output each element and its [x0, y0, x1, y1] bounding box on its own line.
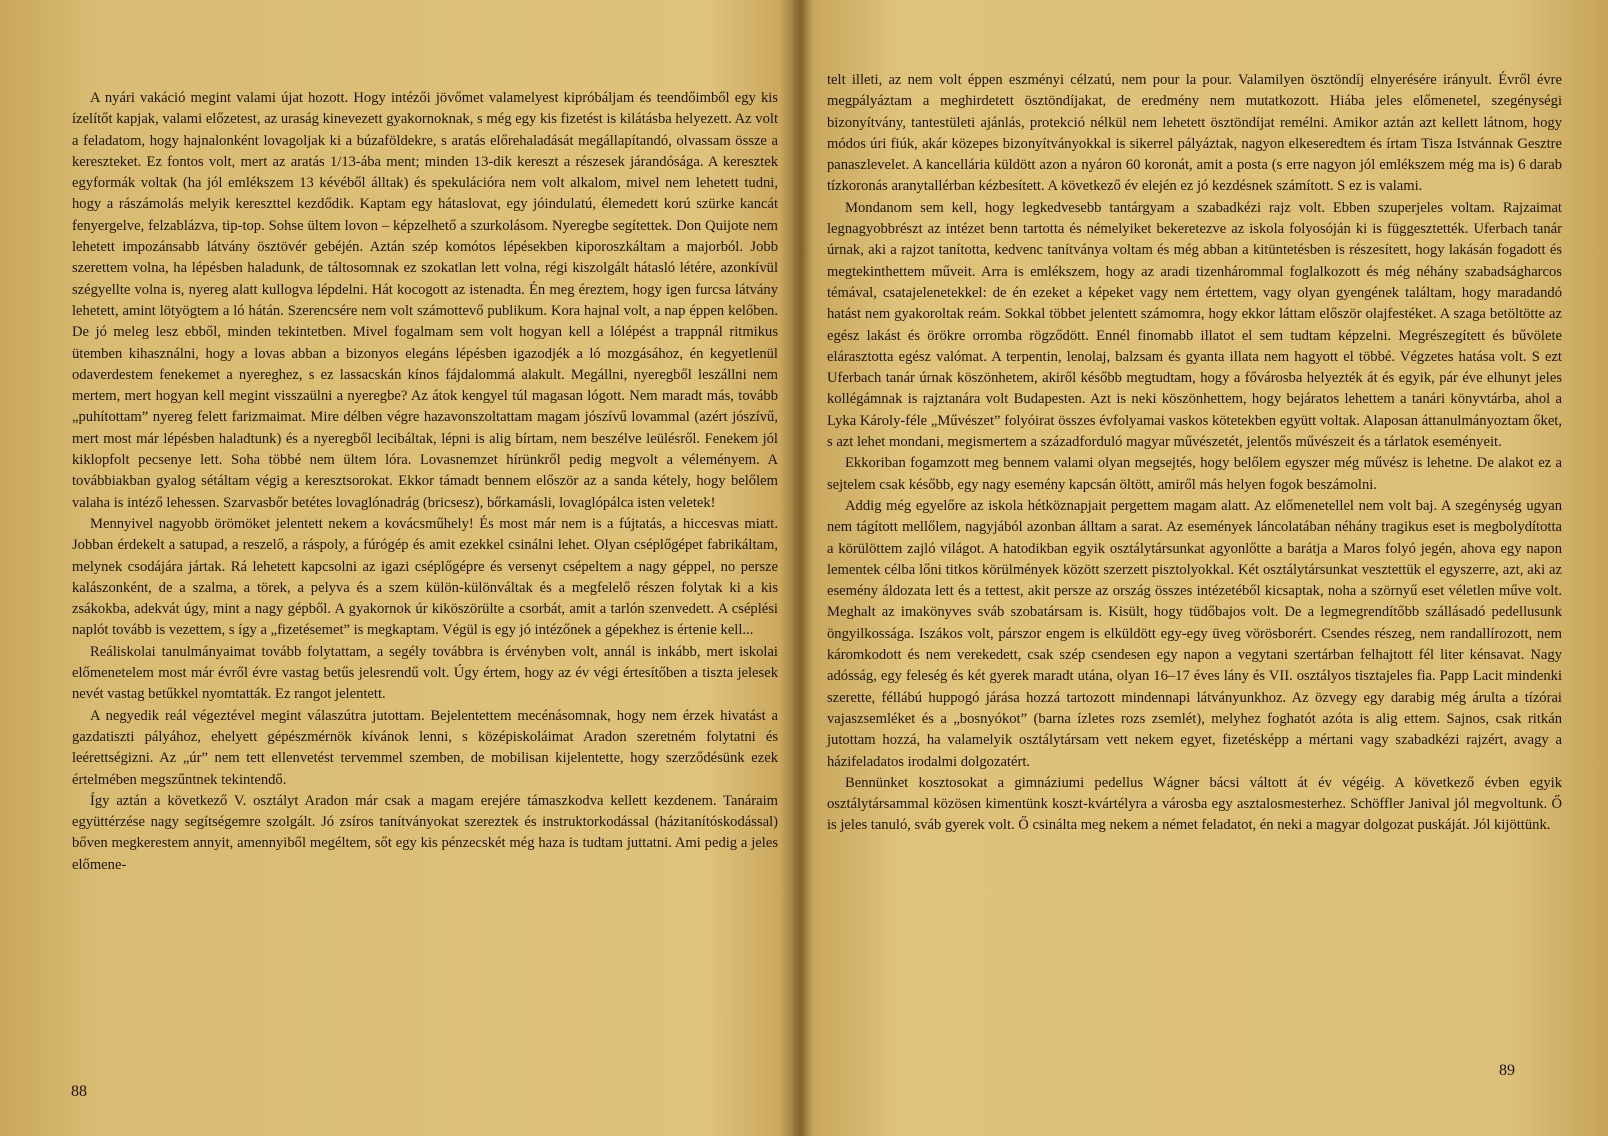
paragraph: Addig még egyelőre az iskola hétköznapjait pergettem magam alatt. Az előmenetellel nem volt baj. A szegénység ugyan nem tágított mellőlem, nagyjából azonban álltam a sarat. Az események láncolatában néhány tragikus eset is megbolydította a körülöttem zajló világot. A hatodikban egyik osztálytársunkat agyonlőtte a barátja a Maros folyó jegén, ahova egy napon lementek célba lőni titkos körülmények között szerzett pisztolyokkal. Két osztálytársunkat vesztettük el egyszerre, azt, aki az esemény áldozata lett és a tettest, akit persze az ország összes intézetéből kicsaptak, noha a szörnyű eset véletlen műve volt. Meghalt az imakönyves sváb szobatársam is. Kisült, hogy tüdőbajos volt. De a legmegrendítőbb szállásadó pedellusunk öngyilkossága. Iszákos volt, párszor engem is elküldött egy-egy üveg vörösborért. Csendes részeg, nem randallírozott, nem káromkodott és nem verekedett, csak szép csendesen egy napon a vegytani szertárban felhajtott fél liter kénsavat. Nagy adósság, egy feleség és két gyerek maradt utána, olyan 16–17 éves lány és VII. osztályos tisztajeles fia. Papp Lacit mindenki szerette, féllábú huppogó járása hozzá tartozott mindennapi látványunkhoz. Az özvegy egy darabig még árulta a tízórai vajaszsemléket és a „bosnyókot” (barna ízletes rozs zsemlét), melyhez foghatót azóta is alig ettem. Sajnos, csak ritkán jutottam hozzá, ha valamelyik osztálytársam vett nekem egyet, fizetésképp a mértani vagy szabadkézi rajzért, avagy a házifeladatos irodalmi dolgozatért.	[827, 497, 1562, 770]
paragraph: Így aztán a következő V. osztályt Aradon már csak a magam erejére támaszkodva kellett kezdenem. Tanáraim együttérzése nagy segítségemre szolgált. Jó zsíros tanítványokat szereztek és instruktorkodással (házitanítóskodással) bőven megkerestem annyit, amennyiből megéltem, sőt egy kis pénzecskét még haza is tudtam juttatni. Ami pedig a jeles előmene-	[72, 792, 778, 873]
paragraph: Reáliskolai tanulmányaimat tovább folytattam, a segély továbbra is érvényben volt, annál is inkább, mert iskolai előmenetelem most már évről évre vastag betűs jelesrendű volt. Úgy értem, hogy az év végi értesítőben a tiszta jelesek nevét vastag betűkkel nyomtatták. Ez rangot jelentett.	[72, 643, 778, 703]
paragraph: A nyári vakáció megint valami újat hozott. Hogy intézői jövőmet valamelyest kipróbáljam és teendőimből egy kis ízelítőt kapjak, valami előzetest, az uraság kinevezett gyakornoknak, s még egy kis fizetést is kilátásba helyezett. Az volt a feladatom, hogy hajnalonként lovagoljak ki a búzaföldekre, s aratás előrehaladását megállapítandó, olvassam össze a kereszteket. Ez fontos volt, mert az aratás 1/13-ába ment; minden 13-dik kereszt a részesek járandósága. A keresztek egyformák voltak (ha jól emlékszem 13 kévéből álltak) és spekulációra nem volt alkalom, mivel nem lehetett tudni, hogy a rászámolás melyik kereszttel kezdődik. Kaptam egy hátaslovat, egy jóindulatú, élemedett korú szürke kancát fenyergelve, felzablázva, tip-top. Sohse ültem lovon – képzelhető a szurkolásom. Nyeregbe segítettek. Don Quijote nem lehetett impozánsabb látvány ösztövér gebéjén. Aztán szép komótos lépésekben kiporoszkáltam a majorból. Jobb szerettem volna, ha lépésben haladunk, de táltosomnak ez szokatlan lett volna, régi kiszolgált hátasló létére, azonkívül szégyellte volna is, nyereg alatt kullogva lépdelni. Hát kocogott az istenadta. Én meg éreztem, hogy igen furcsa látvány lehetett, amint lötyögtem a ló hátán. Szerencsére nem volt számottevő publikum. Kora hajnal volt, a nap éppen kelőben. De jó meleg lesz ebből, minden tekintetben. Mivel fogalmam sem volt hogyan kell a lólépést a trappnál ritmikus ütemben kihasználni, hogy a lovas abban a bizonyos elegáns lépésben igazodjék a ló mozgásához, én kegyetlenül odaverdestem fenekemet a nyereghez, s ez lassacskán kínos fájdalommá alakult. Megállni, nyeregből leszállni nem mertem, mert hogyan kell megint visszaülni a nyeregbe? Az átok kengyel túl magasan lógott. Nem maradt más, tovább „puhítottam” nyereg felett farizmaimat. Mire délben végre hazavonszoltattam magam jószívű lovammal (azért jószívű, mert most már lépésben haladtunk) és a nyeregből lecibáltak, lépni is alig bírtam, nem beszélve leülésről. Fenekem jól kiklopfolt pecsenye lett. Soha többé nem ültem lóra. Lovasnemzet hírünkről pedig megvolt a véleményem. A továbbiakban gyalog sétáltam végig a keresztsorokat. Ekkor támadt bennem először az a sanda kétely, hogy belőlem valaha is intéző lehessen. Szarvasbőr betétes lovaglónadrág (bricsesz), bőrkamásli, lovaglópálca isten veletek!	[72, 90, 778, 511]
paragraph: Mondanom sem kell, hogy legkedvesebb tantárgyam a szabadkézi rajz volt. Ebben szuperjeles voltam. Rajzaimat legnagyobbrészt az intézet benn tartotta és némelyiket bekeretezve az iskola folyosóján ki is függesztették. Uferbach tanár úrnak, aki a rajzot tanította, kedvenc tanítványa voltam és még abban a kitüntetésben is részesített, hogy lakásán fogadott és megtekinthettem műveit. Arra is emlékszem, hogy az aradi tizenhárommal foglalkozott és még néhány szabadságharcos témával, csatajelenetekkel: de én ezeket a képeket vagy nem értettem, vagy olyan gyengének találtam, hogy maradandó hatást nem gyakoroltak reám. Sokkal többet jelentett számomra, hogy ekkor láttam először olajfestéket. A szaga betöltötte az egész lakást és örökre orromba rögződött. Ennél finomabb illatot el sem tudtam képzelni. Megrészegített és bűvölete elárasztotta egész valómat. A terpentin, lenolaj, balzsam és gyanta illata nem hagyott el többé. Végzetes hatása volt. S ezt Uferbach tanár úrnak köszönhetem, akiről később megtudtam, hogy a fővárosba helyezték át és egyik, pár éve elhunyt jeles kollégámnak is rajztanára volt Budapesten. Azt is neki köszönhettem, hogy bejáratos lehettem a tanári könyvtárba, ahol a Lyka Károly-féle „Művészet” folyóirat összes évfolyamai vaskos kötetekben együtt voltak. Alaposan áttanulmányoztam őket, s azt lehet mondani, megismertem a századforduló magyar művészetét, jelentős művészeit és a tárlatok eseményeit.	[827, 199, 1562, 451]
paragraph: Ekkoriban fogamzott meg bennem valami olyan megsejtés, hogy belőlem egyszer még művész is lehetne. De alakot ez a sejtelem csak később, egy nagy esemény kapcsán öltött, amiről más helyen fogok beszámolni.	[827, 455, 1562, 493]
left-page-text	[72, 88, 778, 876]
paragraph: A negyedik reál végeztével megint válaszútra jutottam. Bejelentettem mecénásomnak, hogy nem érzek hivatást a gazdatiszti pályához, ehelyett gépészmérnök kívánok lenni, s középiskoláimat Aradon szeretném folytatni és leérettségizni. Az „úr” nem tett ellenvetést tervemmel szemben, de mobilisan kijelentette, hogy szerződésünk ezek értelmében megszűntnek tekintendő.	[72, 707, 778, 788]
page-number-left: 88	[71, 1083, 87, 1100]
page-number-right: 89	[1499, 1062, 1515, 1079]
right-page	[805, 0, 1608, 1136]
paragraph: telt illeti, az nem volt éppen eszményi célzatú, nem pour la pour. Valamilyen ösztöndíj elnyerésére irányult. Évről évre megpályáztam a meghirdetett ösztöndíjakat, de eredmény nem mutatkozott. Hiába jeles előmenetel, szegénységi bizonyítvány, tantestületi ajánlás, protekció nélkül nem lehetett ösztöndíjat remélni. Amikor aztán azt kellett látnom, hogy módos úri fiúk, akár közepes bizonyítványokkal is sikerrel pályáztak, nagyon elkeseredtem és írtam Tisza Istvánnak Gesztre panaszlevelet. A kancellária küldött azon a nyáron 60 koronát, amit a posta (s erre nagyon jól emlékszem még ma is) 6 darab tízkoronás aranytallérban kézbesített. A következő év elején ez jó kezdésnek számított. S ez is valami.	[827, 72, 1562, 195]
paragraph: Bennünket kosztosokat a gimnáziumi pedellus Wágner bácsi váltott át év végéig. A következő évben egyik osztálytársammal közösen kimentünk koszt-kvártélyra a városba egy asztalosmesterhez. Schöffler Janival jól megvoltunk. Ő is jeles tanuló, sváb gyerek volt. Ő csinálta meg nekem a német feladatot, én neki a magyar dolgozat puskáját. Jól kijöttünk.	[827, 774, 1562, 834]
left-page	[0, 0, 795, 1136]
right-page-text	[827, 70, 1562, 837]
paragraph: Mennyivel nagyobb örömöket jelentett nekem a kovácsműhely! És most már nem is a fújtatás, a hiccesvas miatt. Jobban érdekelt a satupad, a reszelő, a ráspoly, a fúrógép és amit ezekkel csinálni lehet. Olyan cséplőgépet fabrikáltam, melynek csodájára jártak. Rá lehetett kapcsolni az igazi cséplőgépre és versenyt csépeltem a nagy géppel, no persze kalászonként, de a szalma, a törek, a pelyva és a szem külön-különváltak és a megfelelő részen folytak ki a kis zsákokba, adekvát úgy, mint a nagy gépből. A gyakornok úr kiköszörülte a csorbát, amit a tarlón szenvedett. A cséplési naplót tovább is vezettem, s így a „fizetésemet” is megkaptam. Végül is egy jó intézőnek a gépekhez is értenie kell...	[72, 515, 778, 639]
